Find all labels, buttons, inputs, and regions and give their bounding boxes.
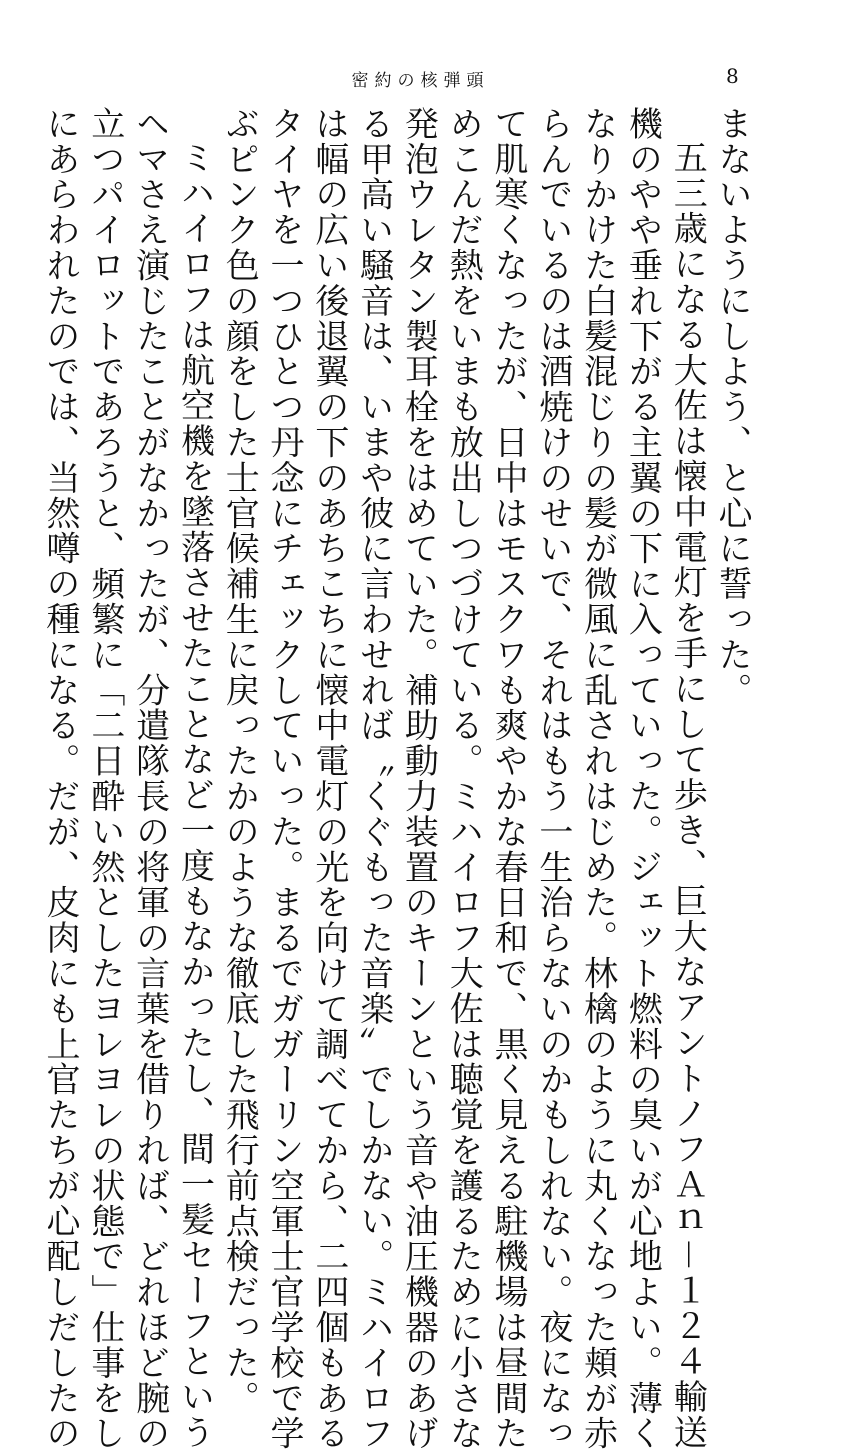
text-line: ヘマさえ演じたことがなかったが、分遣隊長の将軍の言葉を借りれば、どれほど腕の	[129, 106, 170, 1451]
text-line: タイヤを一つひとつ丹念にチェックしていった。まるでガガーリン空軍士官学校で学	[264, 106, 305, 1451]
text-line: めこんだ熱をいまも放出しつづけている。ミハイロフ大佐は聴覚を護るために小さな	[443, 106, 484, 1451]
text-line: にあらわれたのでは、当然噂の種になる。だが、皮肉にも上官たちが心配しだしたの	[40, 106, 81, 1451]
text-line: まないようにしよう、と心に誓った。	[712, 106, 752, 708]
text-line	[172, 106, 217, 1450]
text-line: ぶピンク色の顔をした士官候補生に戻ったかのような徹底した飛行前点検だった。	[219, 106, 260, 1416]
text-line: らんでいるのは酒焼けのせいで、それはもう一生治らないのかもしれない。夜になっ	[532, 106, 573, 1451]
text-line: 立つパイロットであろうと、頻繁に「二日酔い然としたヨレヨレの状態で」仕事をし	[84, 106, 125, 1451]
text-line-content: 五三歳になる大佐は懐中電灯を手にして歩き、巨大なアントノフＡｎ－１２４輸送	[667, 140, 708, 1450]
text-line: 機のやや垂れ下がる主翼の下に入っていった。ジェット燃料の臭いが心地よい。薄く	[622, 106, 663, 1451]
text-line-content: ミハイロフは航空機を墜落させたことなど一度もなかったし、間一髪セーフという	[174, 140, 215, 1450]
text-line	[664, 106, 709, 1450]
page-number: 8	[726, 64, 739, 88]
text-line: は幅の広い後退翼の下のあちこちに懐中電灯の光を向けて調べてから、二四個もある	[308, 106, 349, 1451]
text-line: る甲高い騒音は、いまや彼に言わせれば〝くぐもった音楽〟でしかない。ミハイロフ	[353, 106, 394, 1451]
text-line: 発泡ウレタン製耳栓をはめていた。補助動力装置のキーンという音や油圧機器のあげ	[398, 106, 439, 1451]
vertical-body-text	[40, 106, 754, 1451]
text-line: なりかけた白髪混じりの髪が微風に乱されはじめた。林檎のように丸くなった頬が赤	[577, 106, 618, 1451]
running-head-title: 密約の核弾頭	[351, 71, 490, 91]
text-line: て肌寒くなったが、日中はモスクワも爽やかな春日和で、黒く見える駐機場は昼間た	[488, 106, 529, 1451]
